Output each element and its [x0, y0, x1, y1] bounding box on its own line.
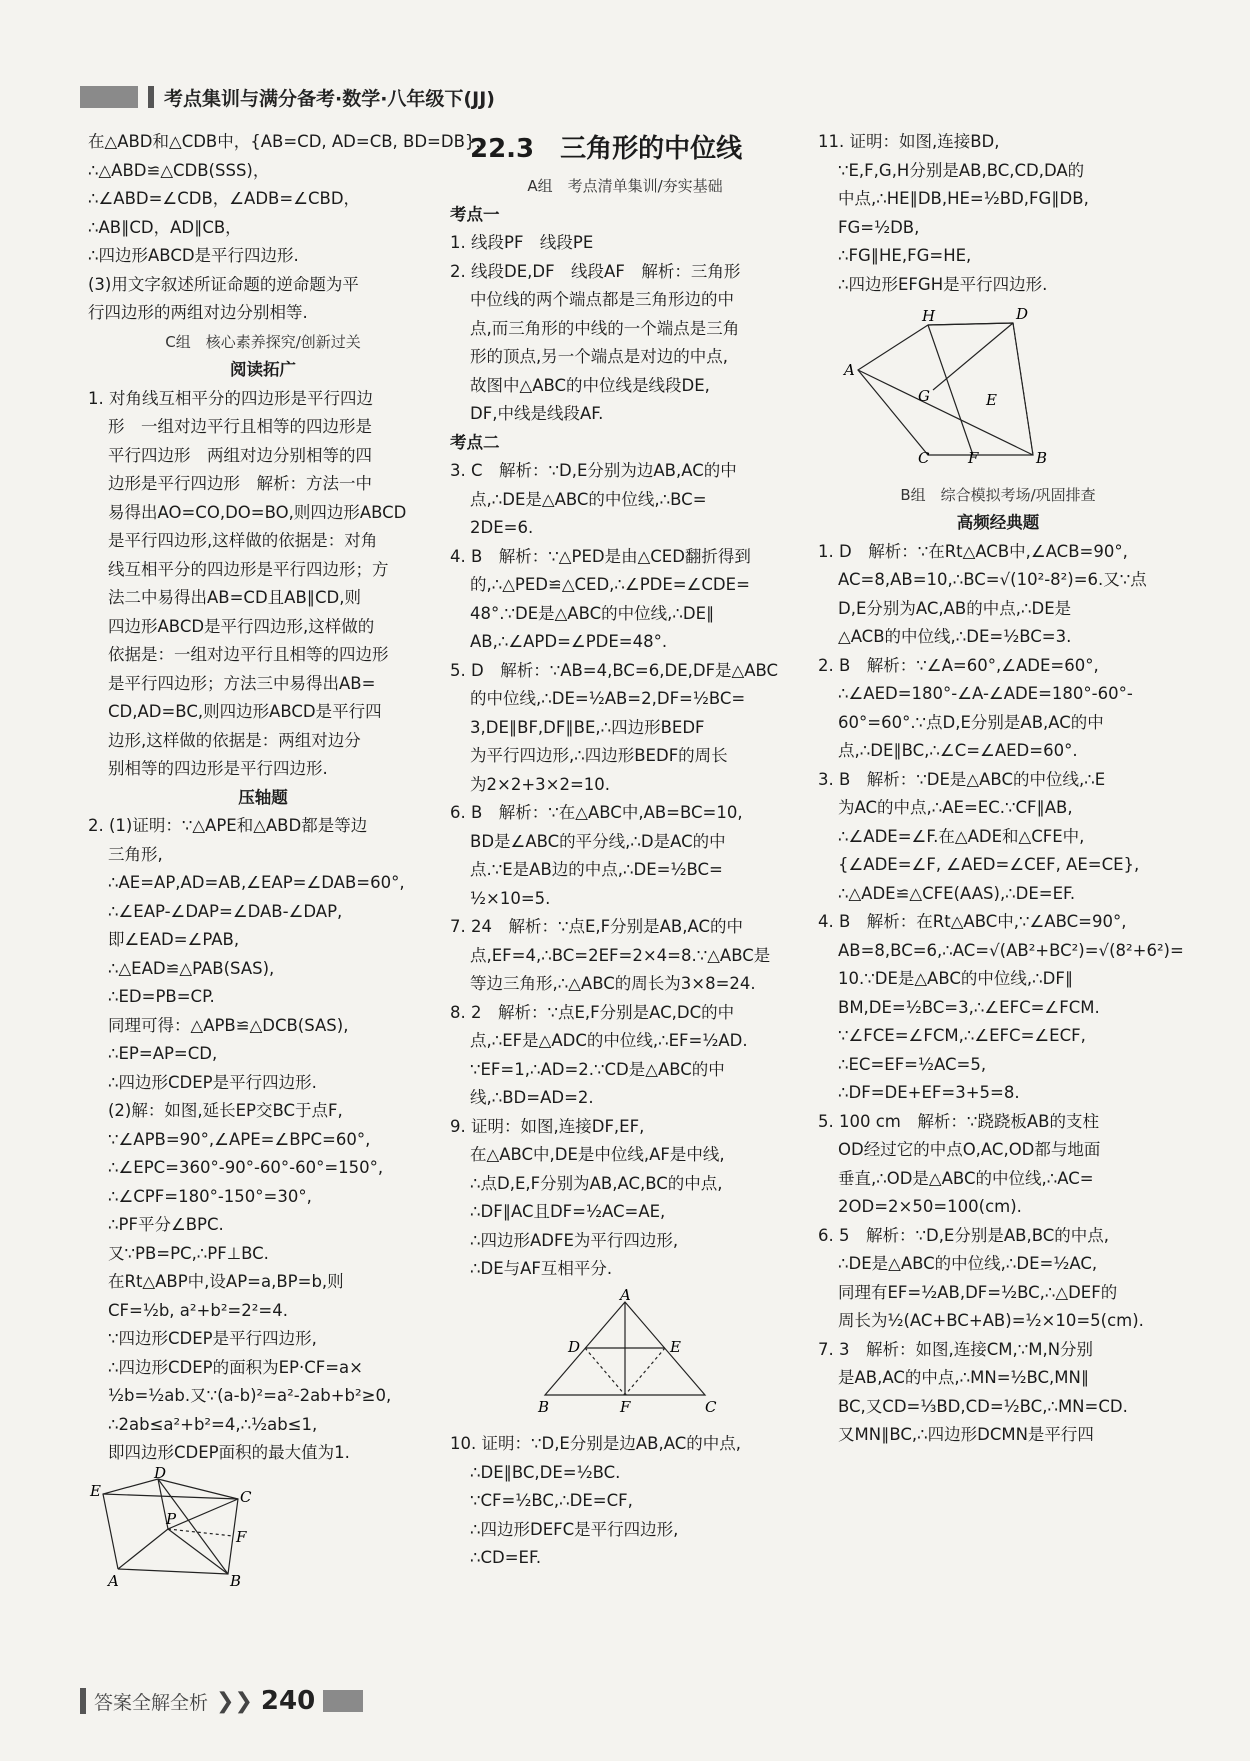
- text-line: 8. 2 解析：∵点E,F分别是AC,DC的中: [450, 1002, 735, 1022]
- text-line: ∴点D,E,F分别为AB,AC,BC的中点,: [470, 1173, 723, 1193]
- text-line: 即四边形CDEP面积的最大值为1.: [108, 1443, 350, 1462]
- label-B: B: [1036, 449, 1048, 467]
- header-title: 考点集训与满分备考·数学·八年级下(JJ): [164, 87, 495, 110]
- text-line: 2OD=2×50=100(cm).: [838, 1197, 1022, 1216]
- page-footer: [80, 1686, 363, 1716]
- text-line: 9. 证明：如图,连接DF,EF,: [450, 1116, 645, 1136]
- text-line: ∴△ADE≌△CFE(AAS),∴DE=EF.: [838, 883, 1076, 903]
- text-line: 6. 5 解析：∵D,E分别是AB,BC的中点,: [818, 1225, 1110, 1245]
- text-line: ∴四边形ADFE为平行四边形,: [470, 1230, 679, 1250]
- text-line: 为2×2+3×2=10.: [470, 774, 611, 794]
- text-line: ∵EF=1,∴AD=2.∵CD是△ABC的中: [470, 1059, 725, 1079]
- footer-bar: [80, 1688, 86, 1714]
- text-line: 平行四边形 两组对边分别相等的四: [108, 445, 372, 465]
- text-line: 中点,∴HE∥DB,HE=½BD,FG∥DB,: [838, 189, 1089, 208]
- text-line: 1. 线段PF 线段PE: [450, 233, 594, 252]
- column-middle: [450, 128, 800, 1573]
- text-line: 2. 线段DE,DF 线段AF 解析：三角形: [450, 261, 741, 281]
- text-line: 中位线的两个端点都是三角形边的中: [470, 290, 734, 309]
- label-G: G: [918, 387, 930, 405]
- text-line: ∴∠ADE=∠F.在△ADE和△CFE中,: [838, 826, 1085, 846]
- text-line: 点,∴DE∥BC,∴∠C=∠AED=60°.: [838, 741, 1078, 760]
- text-line: 线互相平分的四边形是平行四边形；方: [108, 559, 389, 579]
- text-line: 四边形ABCD是平行四边形,这样做的: [108, 616, 375, 636]
- text-line: ∴∠CPF=180°-150°=30°,: [108, 1186, 312, 1206]
- text-line: 又∵PB=PC,∴PF⊥BC.: [108, 1243, 269, 1263]
- text-line: 边形,这样做的依据是：两组对边分: [108, 730, 361, 750]
- text-line: 3. C 解析：∵D,E分别为边AB,AC的中: [450, 461, 737, 480]
- text-line: 60°=60°.∵点D,E分别是AB,AC的中: [838, 712, 1104, 732]
- label-C: C: [918, 449, 930, 467]
- text-line: 4. B 解析：∵△PED是由△CED翻折得到: [450, 546, 751, 566]
- text-line: CD,AD=BC,则四边形ABCD是平行四: [108, 702, 382, 721]
- text-line: 是平行四边形；方法三中易得出AB=: [108, 673, 376, 693]
- text-line: 依据是：一组对边平行且相等的四边形: [108, 645, 389, 664]
- text-line: AB,∴∠APD=∠PDE=48°.: [470, 632, 668, 651]
- text-line: ∴DE与AF互相平分.: [470, 1259, 613, 1278]
- label-H: H: [922, 307, 936, 325]
- text-line: 线,∴BD=AD=2.: [470, 1088, 594, 1107]
- text-line: ∴△ABD≌△CDB(SSS)，: [88, 160, 270, 180]
- text-line: ∵E,F,G,H分别是AB,BC,CD,DA的: [838, 160, 1085, 180]
- text-line: ∵∠APB=90°,∠APE=∠BPC=60°,: [108, 1129, 371, 1149]
- label-C: C: [240, 1487, 252, 1506]
- text-line: 2. B 解析：∵∠A=60°,∠ADE=60°,: [818, 655, 1099, 675]
- text-line: AC=8,AB=10,∴BC=√(10²-8²)=6.又∵点: [838, 570, 1147, 589]
- label-C: C: [705, 1397, 717, 1416]
- text-line: BD是∠ABC的平分线,∴D是AC的中: [470, 831, 726, 851]
- text-line: 三角形,: [108, 844, 163, 864]
- text-line: 点,EF=4,∴BC=2EF=2×4=8.∵△ABC是: [470, 945, 771, 965]
- text-line: ∴ED=PB=CP.: [108, 987, 215, 1006]
- text-line: ∵CF=½BC,∴DE=CF,: [470, 1491, 633, 1510]
- text-line: 是AB,AC的中点,∴MN=½BC,MN∥: [838, 1368, 1090, 1387]
- figure-triangle-abc-midpoints: [490, 1285, 820, 1416]
- text-line: ∴∠AED=180°-∠A-∠ADE=180°-60°-: [838, 684, 1133, 703]
- text-line: ∴2ab≤a²+b²=4,∴½ab≤1,: [108, 1414, 318, 1434]
- text-line: ∴四边形CDEP是平行四边形.: [108, 1072, 317, 1092]
- text-line: BM,DE=½BC=3,∴∠EFC=∠FCM.: [838, 997, 1100, 1017]
- text-line: 5. D 解析：∵AB=4,BC=6,DE,DF是△ABC: [450, 660, 779, 680]
- text-line: ∴∠ABD=∠CDB，∠ADB=∠CBD，: [88, 189, 361, 208]
- label-A: A: [108, 1571, 119, 1590]
- text-line: 7. 3 解析：如图,连接CM,∵M,N分别: [818, 1339, 1094, 1359]
- chevron-right-icon: ❯❯: [216, 1688, 253, 1714]
- text-line: ∴DF∥AC且DF=½AC=AE,: [470, 1202, 666, 1221]
- text-line: 7. 24 解析：∵点E,F分别是AB,AC的中: [450, 917, 744, 936]
- section-title: 22.3 三角形的中位线: [470, 134, 743, 164]
- text-line: ∴∠EPC=360°-90°-60°-60°=150°,: [108, 1158, 384, 1177]
- text-line: 为平行四边形,∴四边形BEDF的周长: [470, 746, 728, 765]
- text-line: 边形是平行四边形 解析：方法一中: [108, 474, 372, 493]
- header-bar: [80, 86, 138, 108]
- text-line: ½b=½ab.又∵(a-b)²=a²-2ab+b²≥0,: [108, 1386, 392, 1405]
- text-line: 法二中易得出AB=CD且AB∥CD,则: [108, 588, 361, 607]
- text-line: 易得出AO=CO,DO=BO,则四边形ABCD: [108, 502, 407, 522]
- text-line: AB=8,BC=6,∴AC=√(AB²+BC²)=√(8²+6²)=: [838, 940, 1184, 960]
- text-line: 又MN∥BC,∴四边形DCMN是平行四: [838, 1425, 1094, 1444]
- text-line: 等边三角形,∴△ABC的周长为3×8=24.: [470, 974, 756, 993]
- text-line: 5. 100 cm 解析：∵跷跷板AB的支柱: [818, 1111, 1099, 1131]
- footer-block: [323, 1690, 363, 1712]
- text-line: DF,中线是线段AF.: [470, 404, 604, 423]
- text-line: 故图中△ABC的中位线是线段DE,: [470, 375, 710, 395]
- text-line: ∵四边形CDEP是平行四边形,: [108, 1329, 317, 1348]
- text-line: 为AC的中点,∴AE=EC.∵CF∥AB,: [838, 798, 1073, 817]
- text-line: ∴∠EAP-∠DAP=∠DAB-∠DAP,: [108, 901, 343, 921]
- text-line: 即∠EAD=∠PAB,: [108, 930, 240, 949]
- label-B: B: [230, 1571, 242, 1590]
- text-line: △ACB的中位线,∴DE=½BC=3.: [838, 627, 1072, 646]
- text-line: 在△ABD和△CDB中，{AB=CD, AD=CB, BD=DB}，: [88, 132, 492, 151]
- label-P: P: [166, 1509, 177, 1528]
- label-D: D: [1016, 305, 1029, 323]
- label-D: D: [568, 1337, 581, 1356]
- text-line: (2)解：如图,延长EP交BC于点F,: [108, 1101, 343, 1120]
- label-A: A: [620, 1285, 631, 1304]
- section-heading: 压轴题: [238, 787, 288, 807]
- text-line: 同理有EF=½AB,DF=½BC,∴△DEF的: [838, 1282, 1118, 1302]
- text-line: 在Rt△ABP中,设AP=a,BP=b,则: [108, 1272, 344, 1291]
- section-heading: 阅读拓广: [230, 360, 296, 379]
- text-line: {∠ADE=∠F, ∠AED=∠CEF, AE=CE},: [838, 855, 1140, 874]
- page-number: 240: [260, 1686, 316, 1716]
- label-E: E: [670, 1337, 681, 1356]
- text-line: 是平行四边形,这样做的依据是：对角: [108, 531, 378, 550]
- label-F: F: [236, 1527, 247, 1546]
- text-line: 形 一组对边平行且相等的四边形是: [108, 417, 372, 436]
- text-line: CF=½b, a²+b²=2²=4.: [108, 1300, 288, 1320]
- text-line: 3. B 解析：∵DE是△ABC的中位线,∴E: [818, 769, 1106, 789]
- text-line: 的,∴△PED≌△CED,∴∠PDE=∠CDE=: [470, 575, 750, 594]
- text-line: ∴四边形CDEP的面积为EP·CF=a×: [108, 1357, 363, 1377]
- column-right: [818, 128, 1184, 1450]
- text-line: 11. 证明：如图,连接BD,: [818, 132, 1000, 151]
- label-E: E: [986, 391, 997, 409]
- text-line: ∴EP=AP=CD,: [108, 1044, 218, 1063]
- header-separator: [148, 86, 154, 108]
- topic-heading: 考点一: [450, 204, 500, 224]
- text-line: BC,又CD=⅓BD,CD=½BC,∴MN=CD.: [838, 1396, 1128, 1416]
- label-A: A: [844, 361, 855, 379]
- text-line: ∴DE∥BC,DE=½BC.: [470, 1462, 621, 1482]
- text-line: ∴PF平分∠BPC.: [108, 1215, 224, 1234]
- text-line: 点,∴EF是△ADC的中位线,∴EF=½AD.: [470, 1031, 748, 1050]
- text-line: 3,DE∥BF,DF∥BE,∴四边形BEDF: [470, 717, 705, 737]
- text-line: 别相等的四边形是平行四边形.: [108, 759, 328, 778]
- text-line: ∴四边形DEFC是平行四边形,: [470, 1519, 679, 1539]
- text-line: ∴AE=AP,AD=AB,∠EAP=∠DAB=60°,: [108, 873, 405, 892]
- footer-label: 答案全解全析: [94, 1691, 209, 1714]
- group-heading: C组 核心素养探究/创新过关: [165, 332, 361, 351]
- page-header: [80, 82, 495, 112]
- text-line: 周长为½(AC+BC+AB)=½×10=5(cm).: [838, 1311, 1144, 1330]
- text-line: 10. 证明：∵D,E分别是边AB,AC的中点,: [450, 1434, 741, 1453]
- text-line: 1. 对角线互相平分的四边形是平行四边: [88, 388, 373, 408]
- text-line: 形的顶点,另一个端点是对边的中点,: [470, 347, 728, 366]
- text-line: D,E分别为AC,AB的中点,∴DE是: [838, 598, 1072, 618]
- group-heading: A组 考点清单集训/夯实基础: [527, 177, 723, 195]
- text-line: 48°.∵DE是△ABC的中位线,∴DE∥: [470, 603, 715, 623]
- text-line: 点.∵E是AB边的中点,∴DE=½BC=: [470, 860, 723, 879]
- text-line: 在△ABC中,DE是中位线,AF是中线,: [470, 1145, 725, 1164]
- text-line: 垂直,∴OD是△ABC的中位线,∴AC=: [838, 1168, 1094, 1188]
- label-E: E: [90, 1481, 101, 1500]
- text-line: 点,∴DE是△ABC的中位线,∴BC=: [470, 489, 707, 509]
- text-line: 行四边形的两组对边分别相等.: [88, 303, 308, 322]
- text-line: 的中位线,∴DE=½AB=2,DF=½BC=: [470, 689, 746, 708]
- text-line: 同理可得：△APB≌△DCB(SAS),: [108, 1015, 349, 1035]
- label-D: D: [154, 1463, 167, 1482]
- text-line: ∴DF=DE+EF=3+5=8.: [838, 1083, 1020, 1102]
- section-heading: 高频经典题: [956, 513, 1040, 532]
- text-line: ∴AB∥CD，AD∥CB，: [88, 217, 242, 237]
- text-line: 2DE=6.: [470, 518, 534, 537]
- figure-quadrilateral-efgh: [818, 305, 1158, 465]
- text-line: 6. B 解析：∵在△ABC中,AB=BC=10,: [450, 803, 743, 822]
- label-F: F: [968, 449, 979, 467]
- text-line: ½×10=5.: [470, 888, 551, 908]
- group-heading: B组 综合模拟考场/巩固排查: [900, 485, 1096, 504]
- text-line: ∴四边形EFGH是平行四边形.: [838, 274, 1048, 294]
- text-line: ∴△EAD≌△PAB(SAS),: [108, 958, 275, 978]
- figure-quadrilateral-cdep: [88, 1463, 288, 1590]
- text-line: ∴四边形ABCD是平行四边形.: [88, 246, 299, 265]
- text-line: ∴CD=EF.: [470, 1548, 542, 1567]
- text-line: 4. B 解析：在Rt△ABC中,∵∠ABC=90°,: [818, 912, 1127, 931]
- text-line: (3)用文字叙述所证命题的逆命题为平: [88, 274, 359, 294]
- text-line: 点,而三角形的中线的一个端点是三角: [470, 318, 740, 338]
- label-F: F: [620, 1397, 631, 1416]
- text-line: ∵∠FCE=∠FCM,∴∠EFC=∠ECF,: [838, 1026, 1086, 1045]
- topic-heading: 考点二: [450, 432, 500, 452]
- text-line: 1. D 解析：∵在Rt△ACB中,∠ACB=90°,: [818, 541, 1128, 561]
- text-line: ∴FG∥HE,FG=HE,: [838, 246, 972, 265]
- text-line: ∴EC=EF=½AC=5,: [838, 1054, 987, 1074]
- text-line: OD经过它的中点O,AC,OD都与地面: [838, 1140, 1101, 1159]
- text-line: 10.∵DE是△ABC的中位线,∴DF∥: [838, 969, 1074, 988]
- text-line: 2. (1)证明：∵△APE和△ABD都是等边: [88, 816, 368, 835]
- text-line: ∴DE是△ABC的中位线,∴DE=½AC,: [838, 1254, 1098, 1273]
- text-line: FG=½DB,: [838, 217, 920, 237]
- label-B: B: [538, 1397, 550, 1416]
